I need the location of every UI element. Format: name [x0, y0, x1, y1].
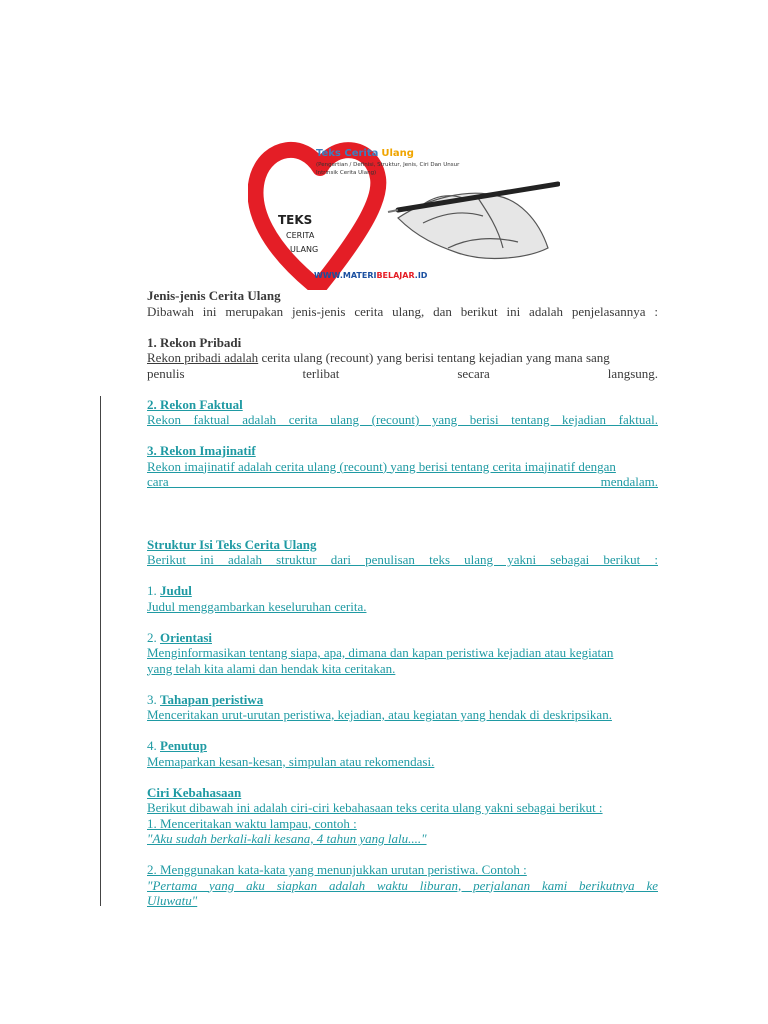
- margin-line: [100, 396, 101, 906]
- struktur-intro[interactable]: Berikut ini adalah struktur dari penulisan teks ulang yakni sebagai berikut :: [147, 552, 658, 567]
- hand-pen-illustration: [398, 193, 548, 258]
- rekon-pribadi-text-2: penulis terlibat secara langsung.: [147, 365, 658, 381]
- ciri-item-1[interactable]: 1. Menceritakan waktu lampau, contoh :: [147, 815, 357, 831]
- svg-text:TEKS: TEKS: [278, 213, 313, 227]
- jenis-intro: Dibawah ini merupakan jenis-jenis cerita ulang, dan berikut ini adalah penjelasannya :: [147, 303, 658, 319]
- ciri-item-2-example[interactable]: "Pertama yang aku siapkan adalah waktu liburan, perjalanan kami berikutnya ke: [147, 877, 658, 893]
- struktur-item-penutup-text[interactable]: Memaparkan kesan-kesan, simpulan atau rekomendasi.: [147, 753, 435, 769]
- rekon-imajinatif-text-2[interactable]: cara mendalam.: [147, 474, 658, 489]
- teks-cerita-ulang-logo: [248, 138, 560, 290]
- document-body: [147, 288, 658, 909]
- svg-text:ULANG: ULANG: [290, 245, 319, 254]
- struktur-item-judul[interactable]: 1. Judul: [147, 583, 192, 598]
- svg-text:Intrinsik Cerita Ulang): Intrinsik Cerita Ulang): [316, 170, 377, 176]
- jenis-title: Jenis-jenis Cerita Ulang: [147, 288, 281, 303]
- ciri-title[interactable]: Ciri Kebahasaan: [147, 784, 242, 800]
- rekon-imajinatif-heading[interactable]: 3. Rekon Imajinatif: [147, 443, 256, 458]
- struktur-item-penutup[interactable]: 4. Penutup: [147, 738, 207, 753]
- ciri-intro[interactable]: Berikut dibawah ini adalah ciri-ciri kebahasaan teks cerita ulang yakni sebagai berikut :: [147, 800, 603, 815]
- svg-text:(Pengertian / Definisi, Strukt: (Pengertian / Definisi, Struktur, Jenis, Ciri Dan Unsur: [316, 162, 460, 168]
- ciri-item-1-example[interactable]: "Aku sudah berkali-kali kesana, 4 tahun yang lalu....": [147, 831, 427, 846]
- svg-text:CERITA: CERITA: [286, 231, 315, 240]
- rekon-pribadi-text: Rekon pribadi adalah cerita ulang (recount) yang berisi tentang kejadian yang mana sang: [147, 350, 610, 365]
- svg-text:WWW.MATERIBELAJAR.ID: WWW.MATERIBELAJAR.ID: [314, 271, 428, 280]
- ciri-item-2[interactable]: 2. Menggunakan kata-kata yang menunjukkan urutan peristiwa. Contoh :: [147, 862, 527, 877]
- rekon-faktual-text[interactable]: Rekon faktual adalah cerita ulang (recount) yang berisi tentang kejadian faktual.: [147, 412, 658, 427]
- struktur-item-orientasi[interactable]: 2. Orientasi: [147, 629, 212, 645]
- rekon-pribadi-heading: 1. Rekon Pribadi: [147, 334, 242, 350]
- ciri-item-2-example-2[interactable]: Uluwatu": [147, 893, 198, 908]
- rekon-imajinatif-text[interactable]: Rekon imajinatif adalah cerita ulang (recount) yang berisi tentang cerita imajinatif dengan: [147, 458, 616, 474]
- struktur-item-tahapan-text[interactable]: Menceritakan urut-urutan peristiwa, kejadian, atau kegiatan yang hendak di deskripsikan.: [147, 707, 612, 722]
- struktur-item-judul-text[interactable]: Judul menggambarkan keseluruhan cerita.: [147, 598, 367, 614]
- struktur-item-orientasi-text[interactable]: Menginformasikan tentang siapa, apa, dimana dan kapan peristiwa kejadian atau kegiatan: [147, 645, 614, 660]
- struktur-title[interactable]: Struktur Isi Teks Cerita Ulang: [147, 536, 317, 552]
- struktur-item-tahapan[interactable]: 3. Tahapan peristiwa: [147, 691, 264, 707]
- rekon-faktual-heading[interactable]: 2. Rekon Faktual: [147, 396, 243, 412]
- svg-text:Teks CeritaUlang: Teks Cerita Ulang: [316, 148, 414, 159]
- struktur-item-orientasi-text-2[interactable]: yang telah kita alami dan hendak kita ceritakan.: [147, 660, 396, 676]
